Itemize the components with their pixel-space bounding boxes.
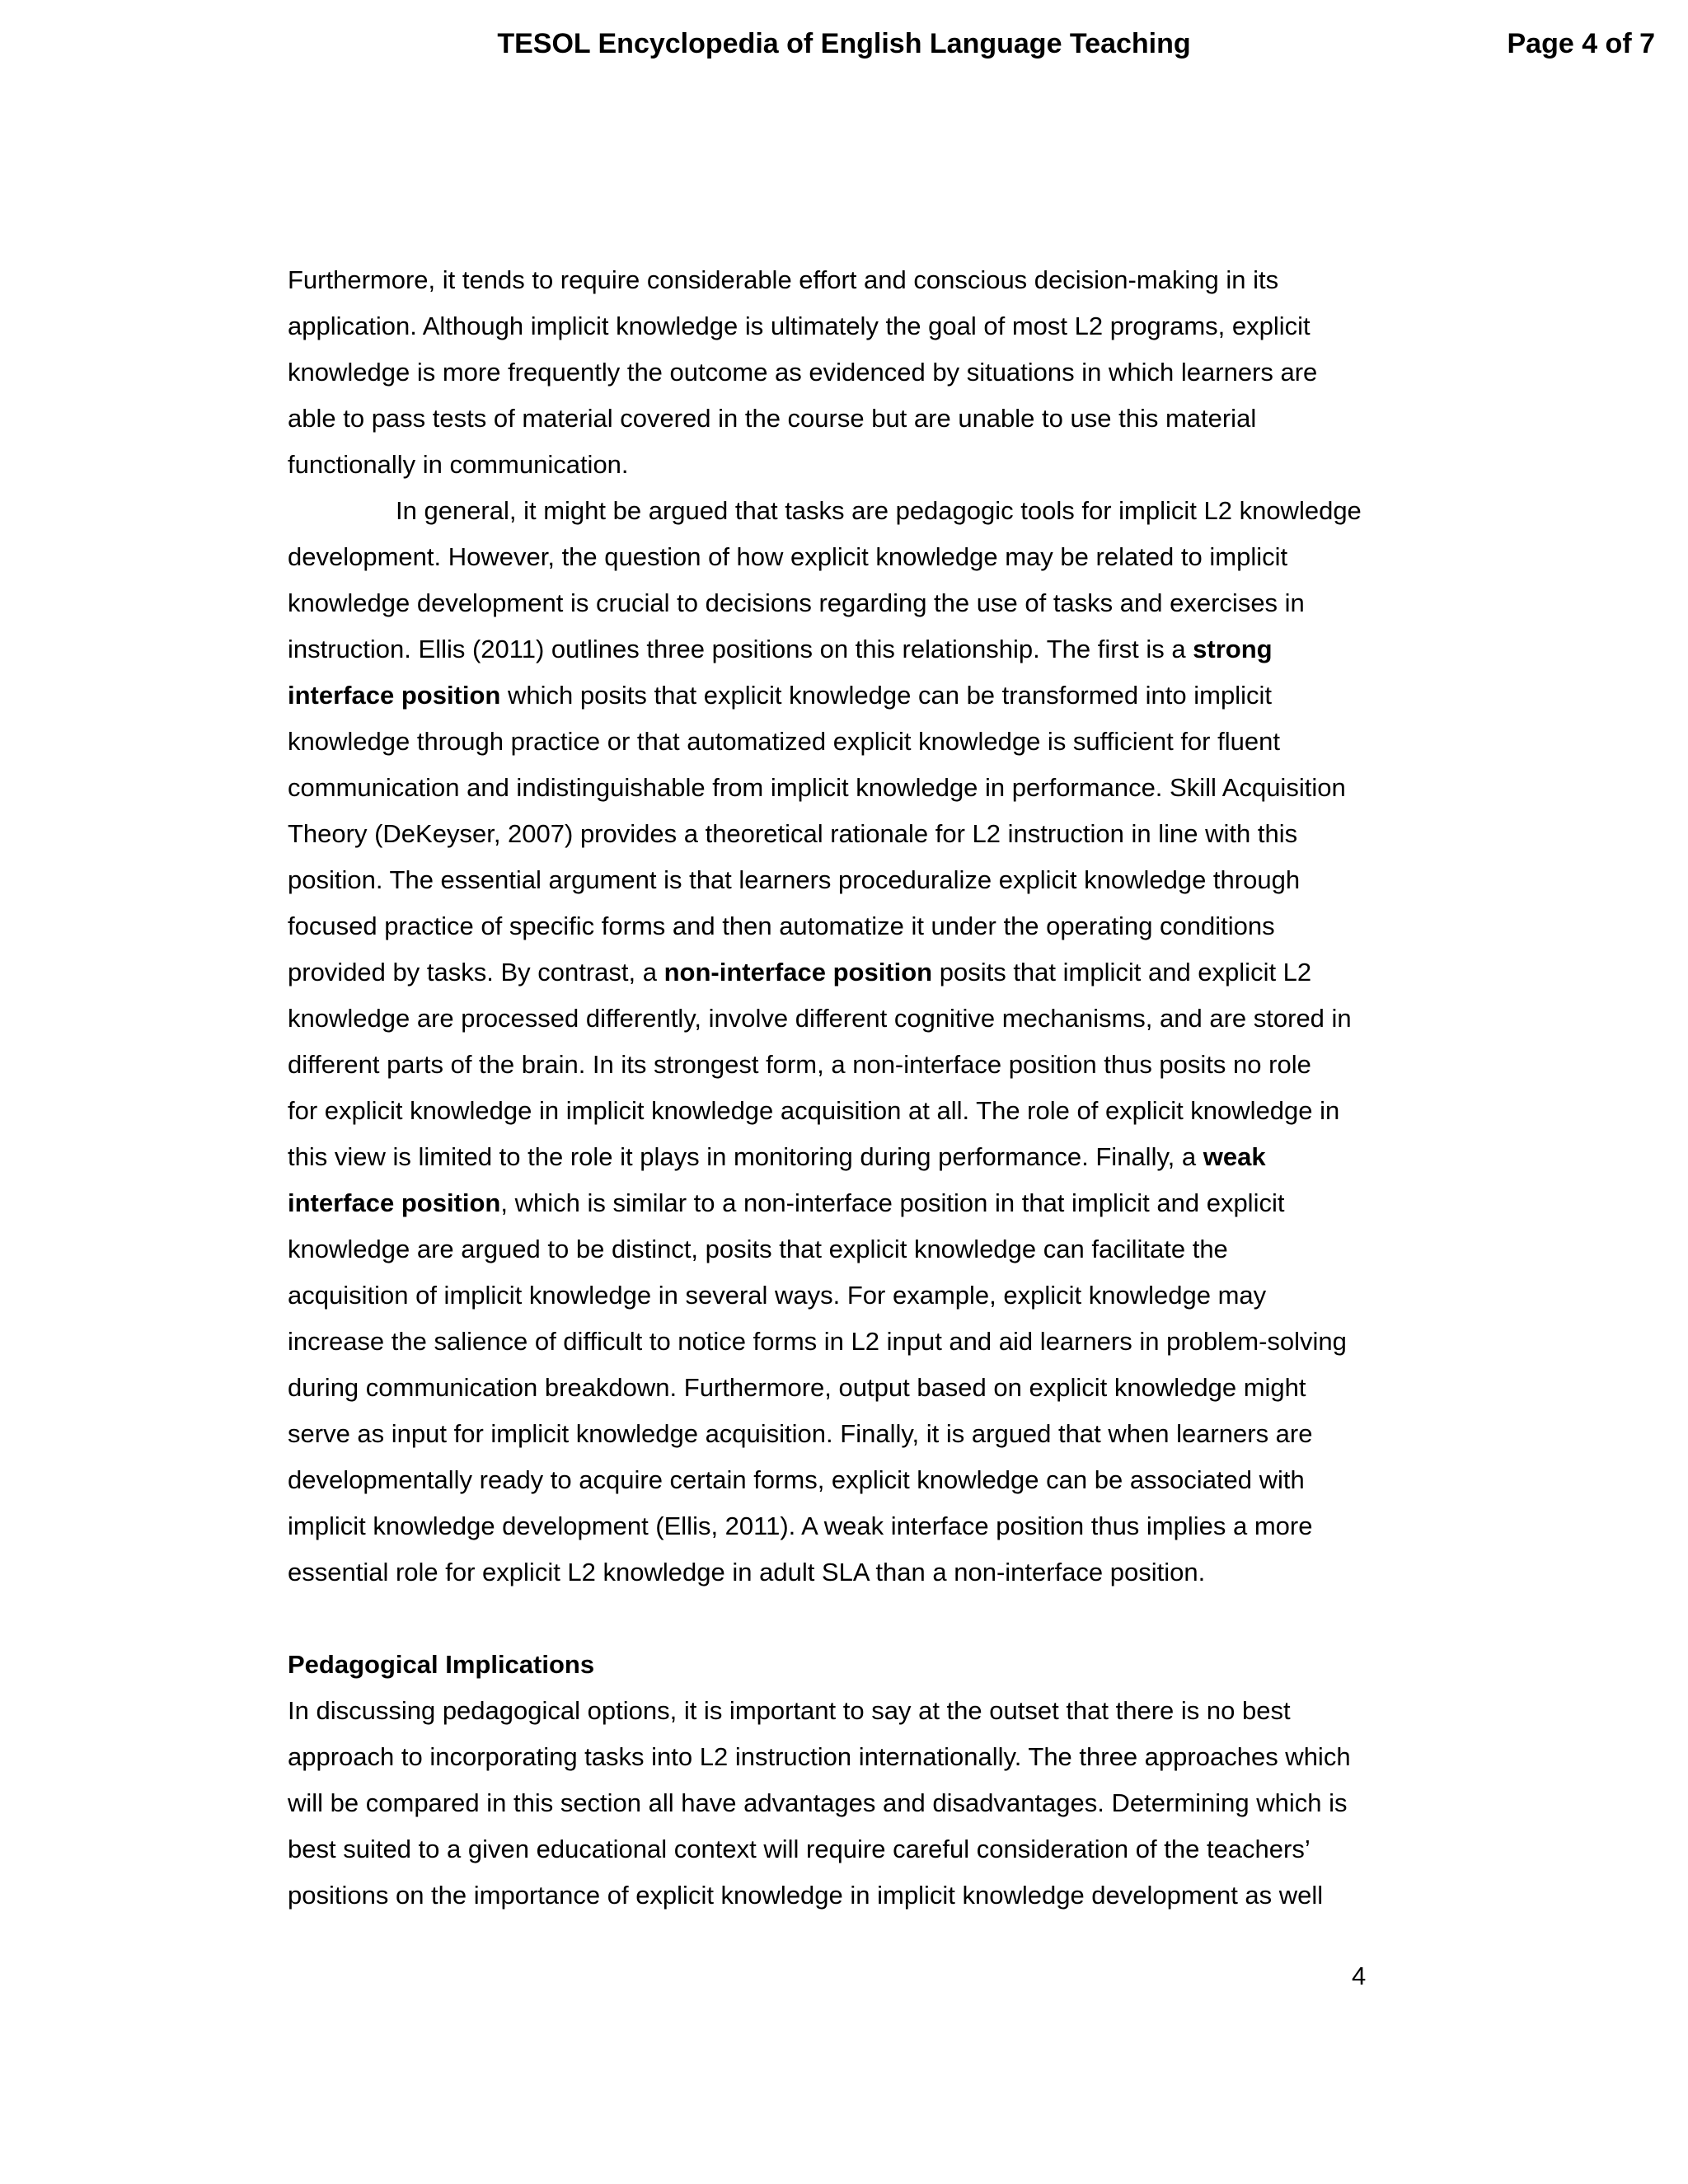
text-line: knowledge through practice or that automatized explicit knowledge is sufficient for fluent (288, 727, 1280, 756)
text-line (288, 1180, 1400, 1226)
bold-term: weak (1203, 1142, 1266, 1171)
text-line: Furthermore, it tends to require considerable effort and conscious decision-making in its (288, 265, 1279, 294)
text-run: provided by tasks. By contrast, a (288, 958, 664, 987)
text-line: functionally in communication. (288, 450, 629, 479)
text-line: knowledge are argued to be distinct, posits that explicit knowledge can facilitate the (288, 1235, 1228, 1263)
text-line: position. The essential argument is that learners proceduralize explicit knowledge through (288, 865, 1301, 894)
text-line: In general, it might be argued that tasks are pedagogic tools for implicit L2 knowledge (396, 496, 1362, 525)
text-line: positions on the importance of explicit knowledge in implicit knowledge development as well (288, 1881, 1324, 1910)
text-line: In discussing pedagogical options, it is important to say at the outset that there is no best (288, 1696, 1291, 1725)
bold-term: strong (1193, 635, 1273, 663)
text-run: which posits that explicit knowledge can be transformed into implicit (500, 681, 1272, 710)
text-line (288, 673, 1400, 719)
paragraph-1 (288, 257, 1400, 488)
text-line: Theory (DeKeyser, 2007) provides a theoretical rationale for L2 instruction in line with this (288, 819, 1298, 848)
paragraph-2 (288, 488, 1400, 1596)
text-line: approach to incorporating tasks into L2 instruction internationally. The three approaches which (288, 1742, 1351, 1771)
text-line (288, 626, 1400, 673)
text-line: knowledge development is crucial to decisions regarding the use of tasks and exercises in (288, 588, 1305, 617)
text-run: , which is similar to a non-interface position in that implicit and explicit (500, 1188, 1285, 1217)
text-run: posits that implicit and explicit L2 (932, 958, 1312, 987)
text-line: knowledge are processed differently, involve different cognitive mechanisms, and are stored in (288, 1004, 1352, 1033)
bold-term: interface position (288, 1188, 501, 1217)
bold-term: non-interface position (663, 958, 933, 987)
blank-line (288, 1596, 1400, 1642)
page-number: 4 (1352, 1961, 1367, 1990)
text-line: application. Although implicit knowledge is ultimately the goal of most L2 programs, explicit (288, 312, 1311, 340)
text-line (288, 949, 1400, 996)
text-line: different parts of the brain. In its strongest form, a non-interface position thus posits no role (288, 1050, 1311, 1079)
text-line: during communication breakdown. Furthermore, output based on explicit knowledge might (288, 1373, 1306, 1402)
paragraph-3 (288, 1688, 1400, 1919)
text-line: serve as input for implicit knowledge acquisition. Finally, it is argued that when learners are (288, 1419, 1313, 1448)
text-line (288, 1134, 1400, 1180)
bold-term: interface position (288, 681, 501, 710)
text-line: will be compared in this section all have advantages and disadvantages. Determining which is (288, 1788, 1348, 1817)
header-title: TESOL Encyclopedia of English Language Teaching (497, 28, 1191, 59)
text-line: knowledge is more frequently the outcome as evidenced by situations in which learners are (288, 358, 1318, 387)
text-line: implicit knowledge development (Ellis, 2011). A weak interface position thus implies a more (288, 1511, 1313, 1540)
text-line: communication and indistinguishable from implicit knowledge in performance. Skill Acquisition (288, 773, 1346, 802)
section-heading-text: Pedagogical Implications (288, 1650, 595, 1679)
text-line: increase the salience of difficult to notice forms in L2 input and aid learners in problem-solving (288, 1327, 1347, 1356)
header-page-indicator: Page 4 of 7 (1507, 28, 1655, 59)
text-line: essential role for explicit L2 knowledge in adult SLA than a non-interface position. (288, 1558, 1206, 1586)
text-run: this view is limited to the role it plays in monitoring during performance. Finally, a (288, 1142, 1203, 1171)
text-line: focused practice of specific forms and then automatize it under the operating conditions (288, 912, 1275, 940)
text-run: instruction. Ellis (2011) outlines three positions on this relationship. The first is a (288, 635, 1193, 663)
text-line: best suited to a given educational context will require careful consideration of the teachers’ (288, 1835, 1311, 1863)
text-line: for explicit knowledge in implicit knowledge acquisition at all. The role of explicit knowledge in (288, 1096, 1340, 1125)
section-heading (288, 1642, 1400, 1688)
running-header (0, 23, 1688, 64)
text-line: able to pass tests of material covered in the course but are unable to use this material (288, 404, 1257, 433)
document-body (288, 257, 1400, 1919)
text-line: development. However, the question of how explicit knowledge may be related to implicit (288, 542, 1288, 571)
text-line: acquisition of implicit knowledge in several ways. For example, explicit knowledge may (288, 1281, 1267, 1310)
text-line: developmentally ready to acquire certain forms, explicit knowledge can be associated with (288, 1465, 1305, 1494)
